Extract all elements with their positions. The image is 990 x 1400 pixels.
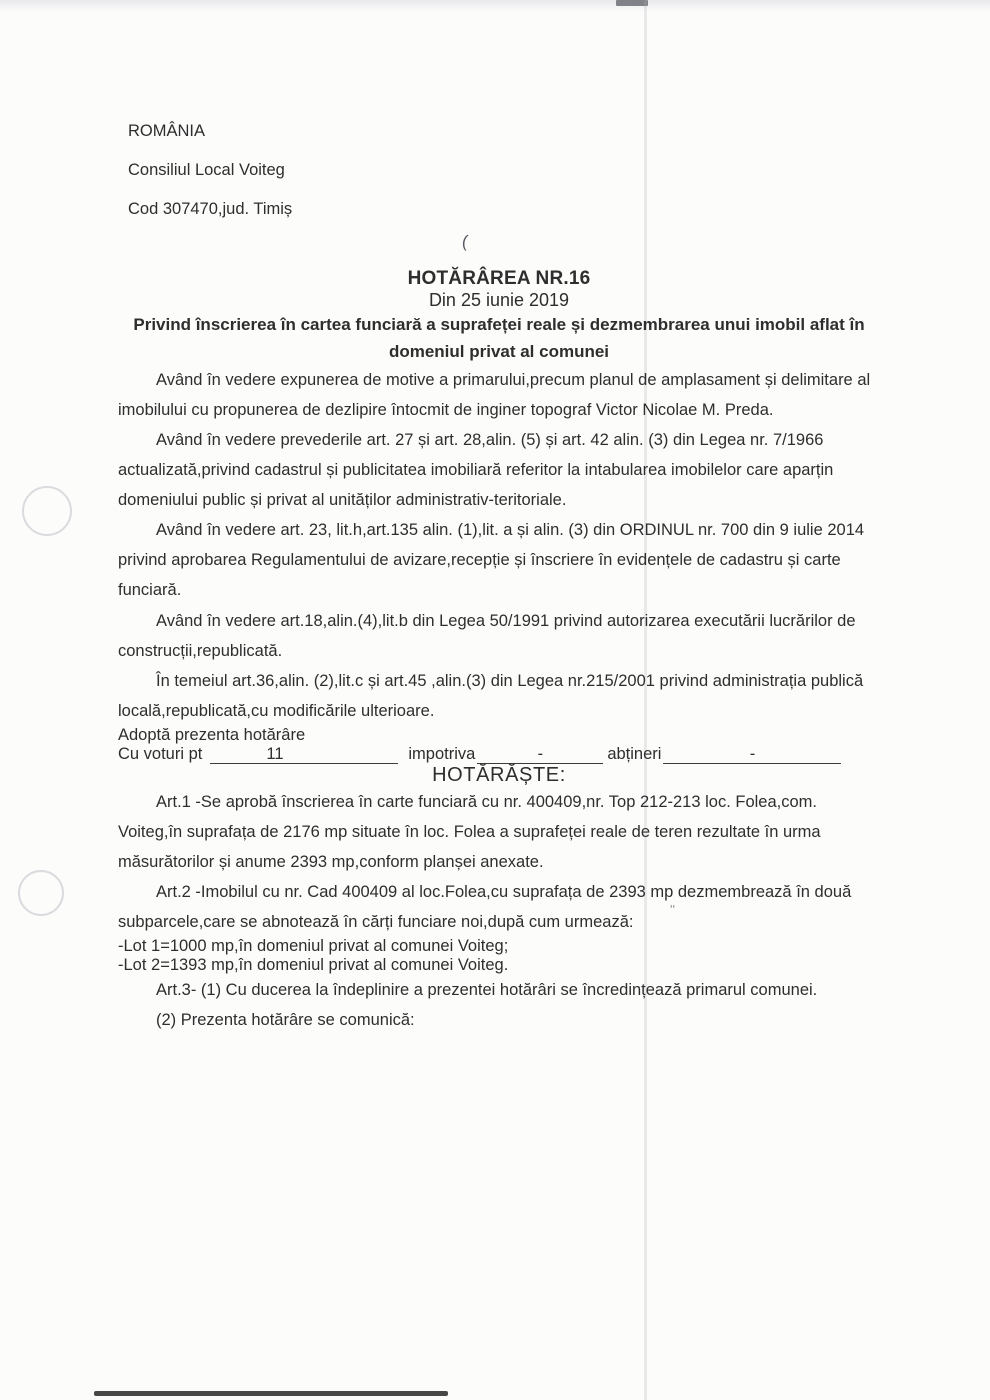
lot-line: -Lot 1=1000 mp,în domeniul privat al comunei Voiteg; — [118, 936, 509, 955]
lot-line: -Lot 2=1393 mp,în domeniul privat al comunei Voiteg. — [118, 955, 509, 974]
article-3-paragraph-2: (2) Prezenta hotărâre se comunică: — [156, 1010, 415, 1029]
stray-pen-mark: ( — [460, 231, 470, 252]
votes-against-blank — [477, 745, 603, 764]
header-postal-code: Cod 307470,jud. Timiș — [128, 200, 293, 218]
stray-tiny-mark: '' — [670, 902, 675, 917]
title-block — [118, 268, 880, 365]
article-1: Art.1 -Se aprobă înscrierea în carte funciară cu nr. 400409,nr. Top 212-213 loc. Folea,com. Voiteg,în suprafața de 2176 mp situate în loc. Folea a suprafeței reale de teren rezultate în urma măsurătorilor și anume 2393 mp,conform planșei anexate. — [118, 792, 821, 871]
document-header — [118, 120, 880, 220]
decision-heading: HOTĂRĂȘTE: — [432, 763, 566, 786]
abstentions-label: abțineri — [607, 744, 662, 763]
decision-subject: Privind înscrierea în cartea funciară a suprafeței reale și dezmembrarea unui imobil aflat în domeniul privat al comunei — [133, 315, 865, 362]
votes-against-value: - — [537, 744, 544, 763]
preamble-paragraph: Având în vedere art. 23, lit.h,art.135 alin. (1),lit. a și alin. (3) din ORDINUL nr. 700 din 9 iulie 2014 privind aprobarea Regulamentului de avizare,recepție și înscriere în evidențele de cadastru și carte funciară. — [118, 521, 865, 600]
header-council: Consiliul Local Voiteg — [128, 161, 285, 179]
article-2: Art.2 -Imobilul cu nr. Cad 400409 al loc.Folea,cu suprafața de 2393 mp dezmembrează în două subparcele,care se abnotează în cărți funciare noi,după cum urmează: — [118, 882, 852, 931]
vote-line — [118, 745, 880, 764]
article-3-paragraph-1: Art.3- (1) Cu ducerea la îndeplinire a prezentei hotărâri se încredințează primarul comunei. — [156, 980, 818, 999]
document-content — [118, 0, 880, 1035]
abstentions-value: - — [749, 744, 756, 763]
preamble-paragraph: Având în vedere expunerea de motive a primarului,precum planul de amplasament și delimitare al imobilului cu propunerea de dezlipire întocmit de inginer topograf Victor Nicolae M. Preda. — [118, 371, 871, 420]
preamble-paragraph: În temeiul art.36,alin. (2),lit.c și art.45 ,alin.(3) din Legea nr.215/2001 privind administrația publică locală,republicată,cu modificările ulterioare. — [118, 671, 864, 720]
votes-for-blank — [210, 745, 398, 764]
vote-prefix-label: Cu voturi pt — [118, 744, 203, 763]
abstentions-blank — [663, 745, 841, 764]
decision-date: Din 25 iunie 2019 — [428, 290, 570, 310]
adoption-line: Adoptă prezenta hotărâre — [118, 725, 306, 744]
preamble-paragraph: Având în vedere prevederile art. 27 și art. 28,alin. (5) și art. 42 alin. (3) din Legea nr. 7/1966 actualizată,privind cadastrul și publicitatea imobiliară referitor la intabularea imobilelor care aparțin domeniului public și privat al unităților administrativ-teritoriale. — [118, 431, 834, 510]
decision-number-title: HOTĂRÂREA NR.16 — [407, 268, 591, 289]
preamble-paragraph: Având în vedere art.18,alin.(4),lit.b din Legea 50/1991 privind autorizarea executării lucrărilor de construcții,republicată. — [118, 611, 856, 660]
votes-for-value: 11 — [266, 744, 284, 763]
header-country: ROMÂNIA — [128, 122, 206, 140]
hole-punch-ring-bottom — [18, 870, 64, 916]
scan-edge-line — [94, 1391, 448, 1396]
votes-against-label: impotriva — [408, 744, 476, 763]
hole-punch-ring-top — [22, 486, 72, 536]
